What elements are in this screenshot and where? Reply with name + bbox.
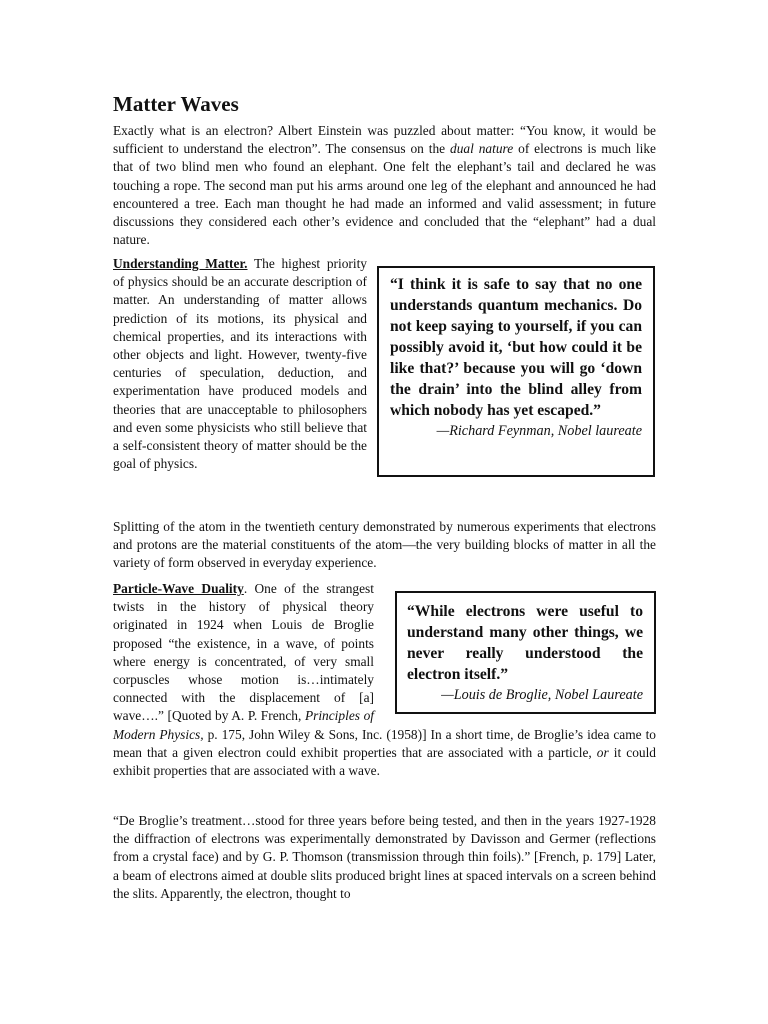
page-title: Matter Waves	[113, 92, 239, 116]
intro-text-end: of electrons is much like that of two blind men who found an elephant. One felt the elephant’s tail and declared he was touching a rope. The second man put his arms around one leg of the elephant and announced he had encountered a tree. Each man thought he had made an informed and valid assessment; in future discussions they considered each other’s evidence and concluded that the “elephant” had a dual nature.	[113, 141, 656, 248]
or-emphasis: or	[596, 744, 609, 760]
diffraction-paragraph: “De Broglie’s treatment…stood for three years before being tested, and then in the years 1927-1928 the diffraction of electrons was experimentally demonstrated by Davisson and Germer (reflections from a crystal face) and by G. P. Thomson (transmission through thin foils).” [French, p. 179] Later, a beam of electrons aimed at double slits produced bright lines at spaced intervals on a screen behind the slits. Apparently, the electron, thought to	[113, 813, 656, 901]
de-broglie-quote-text: “While electrons were useful to understand many other things, we never really understood the electron itself.”	[407, 603, 643, 683]
splitting-paragraph: Splitting of the atom in the twentieth century demonstrated by numerous experiments that electrons and protons are the material constituents of the atom—the very building blocks of matter in all the variety of form observed in everyday experience.	[113, 519, 656, 571]
dual-nature-emphasis: dual nature	[450, 141, 514, 157]
understanding-matter-paragraph	[113, 255, 367, 473]
book-title: Principles of Modern Physics,	[113, 708, 374, 742]
duality-text-2: p. 175, John Wiley & Sons, Inc. (1958)] In a short time, de Broglie’s idea came to mean that a given electron could exhibit properties that are associated with a particle,	[113, 726, 657, 760]
understanding-matter-heading: Understanding Matter.	[113, 256, 248, 271]
feynman-quote-text: “I think it is safe to say that no one understands quantum mechanics. Do not keep saying to yourself, if you can possibly avoid it, ‘but how could it be like that?’ because you will go ‘down the drain’ into the blind alley from which nobody has yet escaped.”	[390, 276, 642, 419]
intro-paragraph	[113, 122, 656, 249]
de-broglie-attribution: —Louis de Broglie, Nobel Laureate	[441, 687, 643, 703]
de-broglie-quote-box	[395, 591, 656, 714]
duality-text: . One of the strangest twists in the history of physical theory originated in 1924 when Louis de Broglie proposed “the existence, in a wave, of points where energy is concentrated, of very small corpuscles whose motion is…intimately connected with the displacement of [a] wave….” [Quoted by A. P. French,	[113, 581, 374, 724]
duality-text-3: it could exhibit properties that are associated with a wave.	[113, 744, 656, 779]
particle-wave-duality-heading: Particle-Wave Duality	[113, 581, 244, 596]
intro-text: Exactly what is an electron? Albert Einstein was puzzled about matter: “You know, it would be sufficient to understand the electron”. The consensus on the	[113, 123, 656, 157]
understanding-matter-text: The highest priority of physics should be an accurate description of matter. An understanding of matter allows prediction of its motions, its physical and chemical properties, and its interactions with other objects and light. However, twenty-five centuries of speculation, deduction, and experimentation have produced models and theories that are unacceptable to philosophers and even some physicists who still believe that a self-consistent theory of matter should be the goal of physics.	[113, 256, 367, 472]
feynman-quote-box	[377, 266, 655, 477]
feynman-attribution: —Richard Feynman, Nobel laureate	[436, 423, 642, 439]
